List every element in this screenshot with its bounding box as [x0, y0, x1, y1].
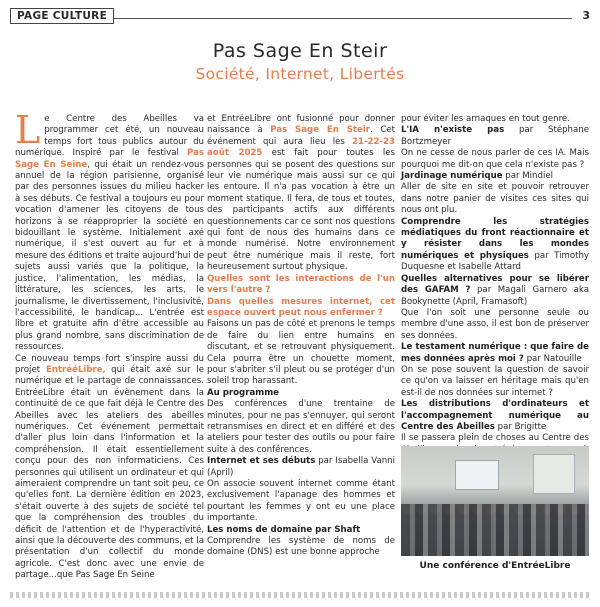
- talk-title: L'IA n'existe pas: [401, 125, 505, 136]
- talk-title: Les noms de domaine par Shaft: [207, 524, 361, 535]
- title-block: [0, 40, 600, 83]
- text: e Centre des Abeilles va programmer cet été, un nouveau temps fort tous publics autour du numérique. Inspiré par le festival: [15, 114, 204, 159]
- talk-heading: [401, 217, 589, 274]
- highlight-festival: Pas Sage En Seine: [15, 148, 204, 170]
- paragraph: Faisons un pas de côté et prenons le temps de faire du lien entre humains en discutant, et se retrouvant physiquement. Cela pourra être un chouette moment, pour s'abriter s'il pleut ou se protéger d'un soleil trop harassant.: [207, 319, 395, 387]
- question-1: Quelles sont les interactions de l'un vers l'autre ?: [207, 273, 395, 296]
- talk-description: On ne cesse de nous parler de ces IA. Mais pourquoi me dit-on que cela n'existe pas ?: [401, 148, 589, 170]
- highlight-event: Pas Sage En Steir: [270, 125, 371, 136]
- article-title: Pas Sage En Steir: [212, 40, 388, 62]
- talk-description: Aller de site en site et pouvoir retrouver dans notre panier de visites ces sites qui nous ont plu.: [401, 182, 589, 216]
- programme-heading: Au programme: [207, 387, 279, 398]
- talk-description: On associe souvent internet comme étant exclusivement l'apanage des hommes et pourtant les femmes y ont eu une place importante.: [207, 479, 395, 524]
- talk-description: Que l'on soit une personne seule ou membre d'une asso, il est bon de préserver ses données.: [401, 307, 589, 341]
- column-2: [207, 114, 395, 589]
- column-1: [15, 108, 204, 589]
- talk-description: Il se passera plein de choses au Centre des: [401, 433, 589, 444]
- talk-speaker: par Magali Garnero aka Bookynette (April, Framasoft): [401, 285, 589, 307]
- talk-speaker: par Mindiel: [502, 171, 554, 182]
- paragraph: [15, 108, 204, 354]
- event-date: 21-22-23 août 2025: [207, 136, 395, 159]
- text: . Cet événement qui aura lieu les: [207, 125, 395, 147]
- question-2: Dans quelles mesures internet, cet espace ouvert peut nous enfermer ?: [207, 296, 395, 318]
- section-tag: PAGE CULTURE: [10, 8, 114, 24]
- talk-description: Comprendre les système de noms de domaine (DNS) est une bonne approche: [207, 536, 395, 558]
- article-subtitle: Société, Internet, Libertés: [195, 65, 405, 83]
- paragraph: [15, 354, 204, 582]
- text: Ce nouveau temps fort s'inspire aussi du projet: [15, 353, 204, 375]
- photo-caption: Une conférence d'EntréeLibre: [419, 561, 571, 571]
- footer-rule: [10, 592, 590, 598]
- talk-speaker: par Isabella Vanni (April): [207, 456, 395, 478]
- talk-title: Le testament numérique : que faire de mes données après moi ?: [401, 342, 589, 364]
- photo-window: [533, 454, 575, 494]
- talk-heading: [401, 171, 589, 182]
- talk-speaker: par Natouille: [523, 353, 582, 364]
- talk-title: Comprendre les stratégies médiatiques du front réactionnaire et y résister dans les mondes numériques et physiques: [401, 216, 589, 261]
- talk-title: Les distributions d'ordinateurs et l'accompagnement numérique au Centre des Abeilles: [401, 399, 589, 432]
- page-header: [10, 6, 590, 28]
- column-3: [401, 114, 590, 444]
- photo-audience: [401, 504, 589, 556]
- talk-heading: [401, 399, 589, 433]
- talk-title: Internet et ses débuts: [207, 456, 316, 467]
- drop-cap: L: [15, 108, 41, 152]
- text: et EntréeLibre ont fusionné pour donner naissance à: [207, 114, 395, 136]
- text: , qui était axé sur le numérique et le partage de connaissances. EntréeLibre était un évènement dans la continuité de ce que fait déjà le Centre des Abeilles avec les ateliers des abeilles numériques. Cet événement permettait d'aller plus loin dans l'information et la compréhension. Il était essentiellement conçu pour des non informaticiens. Ces personnes qui utilisent un ordinateur et qui aimeraient comprendre un tant soit peu, ce qu'elles font. La dernière édition en 2023, s'était ouverte à des sujets de société tel que la compréhension des troubles du déficit de l'attention et de l'hyperactivité, ainsi que la découverte des communs, et la présentation d'un collectif du monde agricole. C'est donc avec une envie de partage...que Pas Sage En Seine: [15, 364, 204, 581]
- talk-heading: [207, 456, 395, 479]
- talk-title: Quelles alternatives pour se libérer des GAFAM ?: [401, 273, 589, 296]
- talk-speaker: par Brigitte: [494, 421, 547, 432]
- paragraph: pour éviter les arnaques en tout genre.: [401, 114, 570, 124]
- paragraph: Des conférences d'une trentaine de minutes, pour ne pas s'ennuyer, qui seront retransmises en direct et en différé et des ateliers pour tester des outils ou pour faire suite à des conférences.: [207, 399, 395, 455]
- talk-title: Jardinage numérique: [401, 171, 503, 182]
- talk-heading: [401, 342, 589, 365]
- talk-speaker: par Stéphane Bortzmeyer: [401, 125, 590, 147]
- conference-photo: [401, 446, 589, 556]
- talk-heading: [401, 274, 589, 308]
- photo-projection-screen: [455, 460, 499, 490]
- text: , qui était un rendez-vous annuel de la région parisienne, organisé par des personnes issues du milieu hacker à ses débuts. Ce festival a toujours eu pour vocation d'amener les citoyens de tous horizons à se réapproprier la société en bidouillant le système. Initialement axé numérique, il s'est ouvert au fur et à mesure des éditions et traite aujourd'hui de sujets aussi variés que la politique, la justice, l'alimentation, les médias, la littérature, les sciences, les arts, le journalisme, le divertissement, l'inclusivité, l'accessibilité, le handicap... L'entrée est libre et gratuite afin d'être accessible au plus grand nombre, sans discrimination de ressources.: [15, 159, 204, 353]
- paragraph: [207, 114, 395, 274]
- page-number: 3: [582, 9, 590, 22]
- talk-description: On se pose souvent la question de savoir ce qu'on va laisser en héritage mais qu'en est-il de nos données sur internet ?: [401, 364, 589, 398]
- talk-speaker: par Timothy Duquesne et Isabelle Attard: [401, 250, 590, 273]
- highlight-project: EntrééLibre: [45, 364, 103, 375]
- text: est fait pour toutes les personnes qui se posent des questions sur leur vie numérique mais aussi sur ce qui les entoure. Il n'a pas vocation à être un moment statique. Il fera, de tous et toutes, des participants actifs aux différents questionnements car ce sont nos questions qui font de nous des humains dans ce monde numérisé. Notre environnement peut être numérique mais il reste, fort heureusement surtout physique.: [207, 148, 395, 273]
- talk-heading: [401, 125, 589, 148]
